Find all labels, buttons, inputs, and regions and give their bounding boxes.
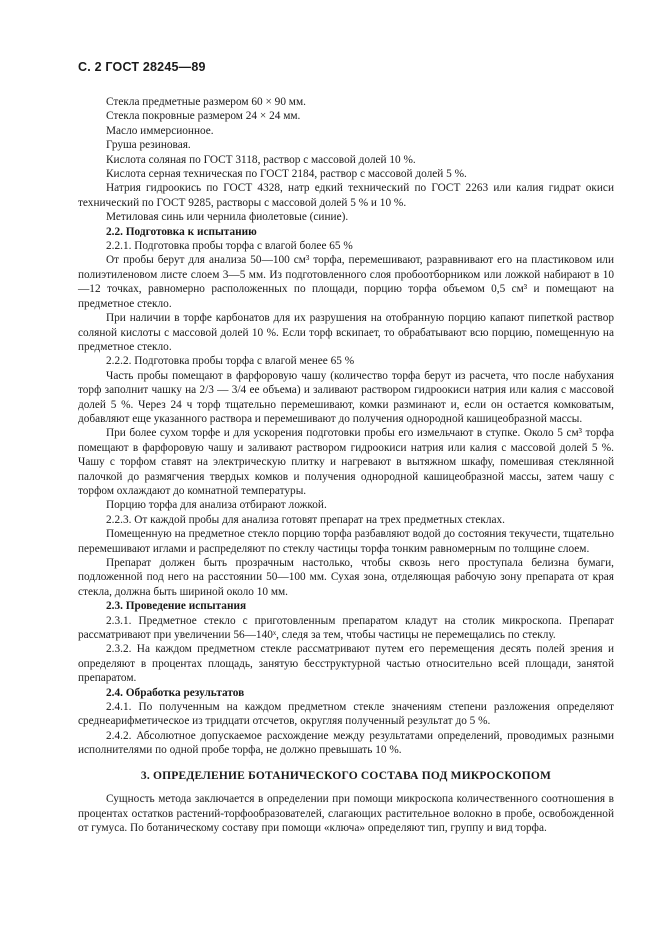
paragraph: 2.2.2. Подготовка пробы торфа с влагой менее 65 % [106, 355, 355, 368]
subsection-heading: 2.2. Подготовка к испытанию [106, 225, 257, 238]
paragraph: Препарат должен быть прозрачным настолько, чтобы сквозь него проступала белизна бумаги, подложенной под него на расстоянии 50—100 мм. Сухая зона, отделяющая рабочую зону препарата от края стекла, должна быть шириной около 10 мм. [78, 557, 614, 598]
paragraph: 2.3.1. Предметное стекло с приготовленным препаратом кладут на столик микроскопа. Препарат рассматривают при увеличении 56—140ˣ, следя за тем, чтобы частицы не перемещались по стеклу. [78, 614, 614, 642]
subsection-heading: 2.4. Обработка результатов [106, 686, 245, 699]
page-header: С. 2 ГОСТ 28245—89 [78, 60, 206, 74]
paragraph: Кислота соляная по ГОСТ 3118, раствор с массовой долей 10 %. [106, 153, 416, 166]
paragraph: Сущность метода заключается в определении при помощи микроскопа количественного соотношения в процентах остатков растений-торфообразователей, слагающих растительное волокно в пробе, освобожденной от гумуса. По ботаническому составу при помощи «ключа» определяют тип, группу и вид торфа. [78, 793, 614, 834]
paragraph: От пробы берут для анализа 50—100 см³ торфа, перемешивают, разравнивают его на пластиковом или полиэтиленовом листе слоем 3—5 мм. Из подготовленного слоя пробоотборником или ложкой набирают в 10—12 точках, равномерно расположенных по площади, порцию торфа объемом 0,5 см³ и помещают на предметное стекло. [78, 254, 614, 310]
paragraph: Порцию торфа для анализа отбирают ложкой. [106, 499, 327, 512]
paragraph: 2.4.1. По полученным на каждом предметном стекле значениям степени разложения определяют среднеарифметическое из тридцати отсчетов, округляя полученный результат до 5 %. [78, 701, 614, 728]
subsection-heading: 2.3. Проведение испытания [106, 600, 247, 613]
paragraph: Масло иммерсионное. [106, 124, 214, 137]
paragraph: При наличии в торфе карбонатов для их разрушения на отобранную порцию капают пипеткой раствор соляной кислоты с массовой долей 10 %. Если торф вскипает, то обрабатывают всю порцию, помещенную на предметное стекло. [78, 312, 614, 353]
paragraph: При более сухом торфе и для ускорения подготовки пробы его измельчают в ступке. Около 5 см³ торфа помещают в фарфоровую чашу и заливают раствором гидроокиси натрия или калия с массовой долей 5 %. Чашу с торфом ставят на электрическую плитку и нагревают в вытяжном шкафу, помешивая стеклянной палочкой до размягчения твердых комков и получения однородной кашицеобразной массы, затем чашу с торфом охлаждают до комнатной температуры. [78, 427, 614, 497]
document-body [78, 95, 614, 835]
paragraph: 2.2.1. Подготовка пробы торфа с влагой более 65 % [106, 240, 353, 253]
paragraph: 2.3.2. На каждом предметном стекле рассматривают путем его перемещения десять полей зрения и определяют в процентах площадь, занятую бесструктурной частью относительно всей площади, занятой препаратом. [78, 643, 614, 685]
paragraph: Стекла предметные размером 60 × 90 мм. [106, 96, 306, 108]
paragraph: Помещенную на предметное стекло порцию торфа разбавляют водой до состояния текучести, тщательно перемешивают иглами и распределяют по стеклу частицы торфа тонким равномерным по толщине слоем. [78, 528, 614, 555]
paragraph: 2.4.2. Абсолютное допускаемое расхождение между результатами определений, проводимых разными исполнителями по одной пробе торфа, не должно превышать 10 %. [78, 729, 614, 757]
paragraph: Груша резиновая. [106, 139, 191, 152]
paragraph: Кислота серная техническая по ГОСТ 2184, раствор с массовой долей 5 %. [106, 168, 467, 181]
paragraph: 2.2.3. От каждой пробы для анализа готовят препарат на трех предметных стеклах. [106, 513, 505, 526]
paragraph: Натрия гидроокись по ГОСТ 4328, натр едкий технический по ГОСТ 2263 или калия гидрат окиси технический по ГОСТ 9285, растворы с массовой долей 5 % и 10 %. [78, 182, 614, 209]
paragraph: Стекла покровные размером 24 × 24 мм. [106, 110, 301, 123]
paragraph: Метиловая синь или чернила фиолетовые (синие). [106, 211, 349, 224]
section-title: 3. ОПРЕДЕЛЕНИЕ БОТАНИЧЕСКОГО СОСТАВА ПОД МИКРОСКОПОМ [140, 769, 552, 782]
paragraph: Часть пробы помещают в фарфоровую чашу (количество торфа берут из расчета, что после набухания торф заполнит чашку на 2/3 — 3/4 ее объема) и заливают раствором гидроокиси натрия или калия с массовой долей 5 %. Через 24 ч торф тщательно перемешивают, комки разминают и, если он остается комковатым, добавляют еще указанного раствора и перемешивают до получения однородной кашицеобразной массы. [78, 369, 614, 425]
